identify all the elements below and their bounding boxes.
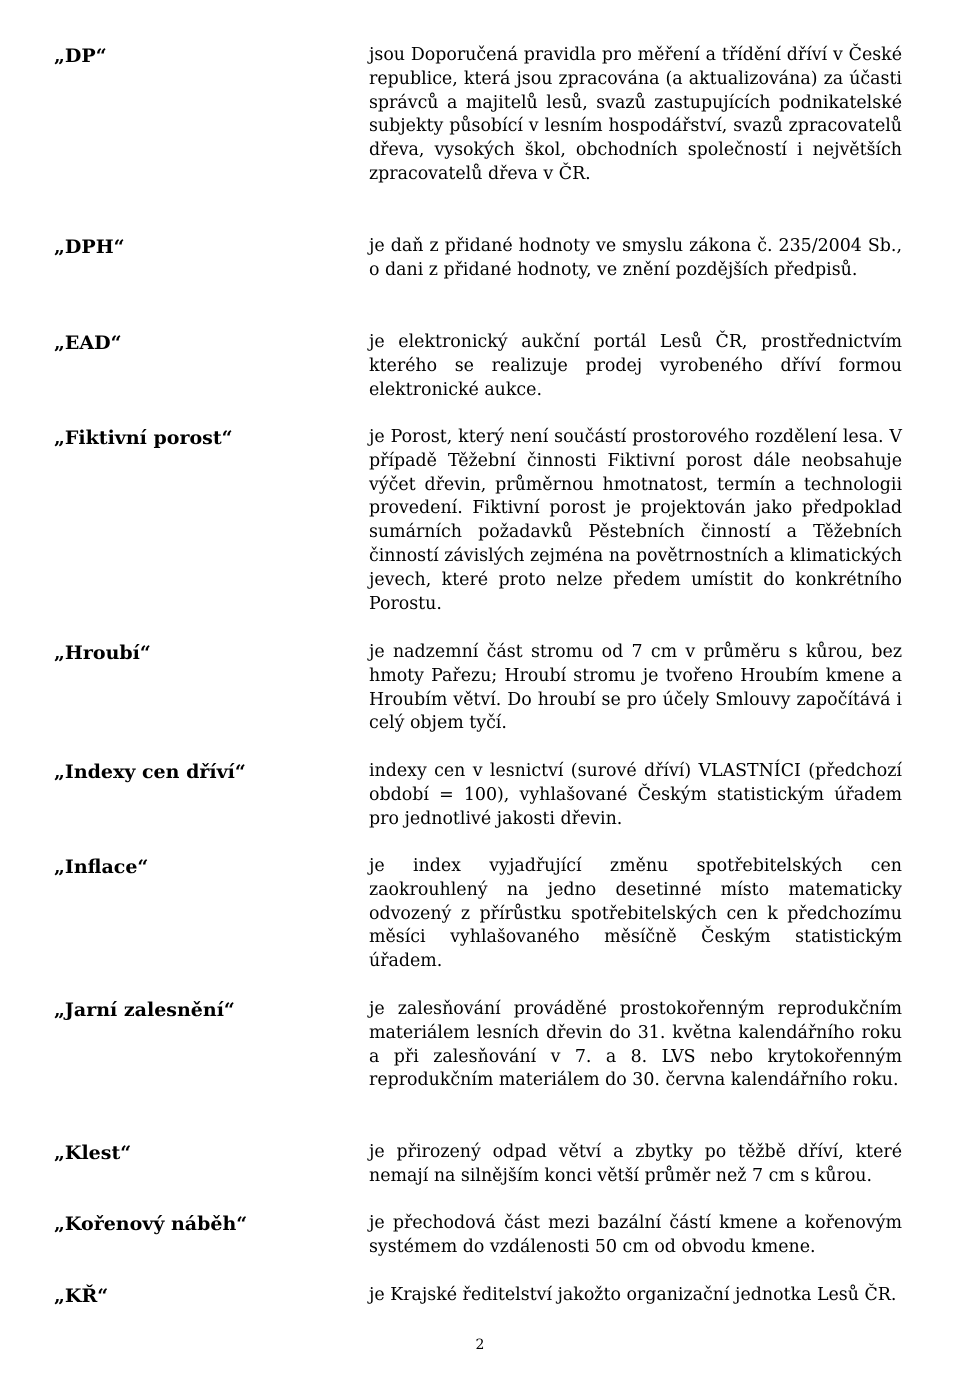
glossary-definition: je zalesňování prováděné prostokořenným reprodukčním materiálem lesních dřevin do 31. května kalendářního roku a při zalesňování v 7. a 8. LVS nebo krytokořenným reprodukčním materiálem do 30. června kalendářního roku.	[369, 999, 902, 1091]
glossary-term: „KŘ“	[54, 1285, 109, 1307]
glossary-term: „DPH“	[54, 236, 125, 258]
glossary-term: „EAD“	[54, 332, 122, 354]
glossary-definition: je daň z přidané hodnoty ve smyslu zákona č. 235/2004 Sb., o dani z přidané hodnoty, ve znění pozdějších předpisů.	[369, 236, 902, 280]
glossary-term: „Inflace“	[54, 856, 149, 878]
glossary-definition: je přechodová část mezi bazální částí kmene a kořenovým systémem do vzdálenosti 50 cm od obvodu kmene.	[369, 1213, 902, 1257]
glossary-definition: indexy cen v lesnictví (surové dříví) VLASTNÍCI (předchozí období = 100), vyhlašované Českým statistickým úřadem pro jednotlivé jakosti dřevin.	[369, 761, 902, 829]
glossary-term: „Fiktivní porost“	[54, 427, 233, 449]
glossary-definition: jsou Doporučená pravidla pro měření a třídění dříví v České republice, která jsou zpracována (a aktualizována) za účasti správců a majitelů lesů, svazů zastupujících podnikatelské subjekty působící v lesním hospodářství, svazů zpracovatelů dřeva, vysokých škol, obchodních společností i největších zpracovatelů dřeva v ČR.	[369, 45, 902, 184]
glossary-term: „Kořenový náběh“	[54, 1213, 248, 1235]
page-number: 2	[475, 1337, 485, 1353]
glossary-term: „Hroubí“	[54, 642, 151, 664]
glossary-term: „Indexy cen dříví“	[54, 761, 246, 783]
glossary-term: „Klest“	[54, 1142, 132, 1164]
glossary-definition: je Porost, který není součástí prostorového rozdělení lesa. V případě Těžební činnosti Fiktivní porost dále neobsahuje výčet dřevin, průměrnou hmotnatost, termín a technologii provedení. Fiktivní porost je projektován jako předpoklad sumárních požadavků Pěstebních činností a Těžebních činností závislých zejména na povětrnostních a klimatických jevech, které proto nelze předem umístit do konkrétního Porostu.	[369, 427, 902, 614]
glossary-definition: je index vyjadřující změnu spotřebitelských cen zaokrouhlený na jedno desetinné místo matematicky odvozený z přírůstku spotřebitelských cen k předchozímu měsíci vyhlašovaného měsíčně Českým statistickým úřadem.	[369, 856, 902, 972]
glossary-definition: je přirozený odpad větví a zbytky po těžbě dříví, které nemají na silnějším konci větší průměr než 7 cm s kůrou.	[369, 1142, 902, 1186]
glossary-definition: je elektronický aukční portál Lesů ČR, prostřednictvím kterého se realizuje prodej vyrobeného dříví formou elektronické aukce.	[369, 332, 902, 400]
glossary-definition: je Krajské ředitelství jakožto organizační jednotka Lesů ČR.	[369, 1285, 897, 1305]
glossary-term: „Jarní zalesnění“	[54, 999, 235, 1021]
glossary-term: „DP“	[54, 45, 107, 67]
glossary-definition: je nadzemní část stromu od 7 cm v průměru s kůrou, bez hmoty Pařezu; Hroubí stromu je tvořeno Hroubím kmene a Hroubím větví. Do hroubí se pro účely Smlouvy započítává i celý objem tyčí.	[369, 642, 902, 734]
